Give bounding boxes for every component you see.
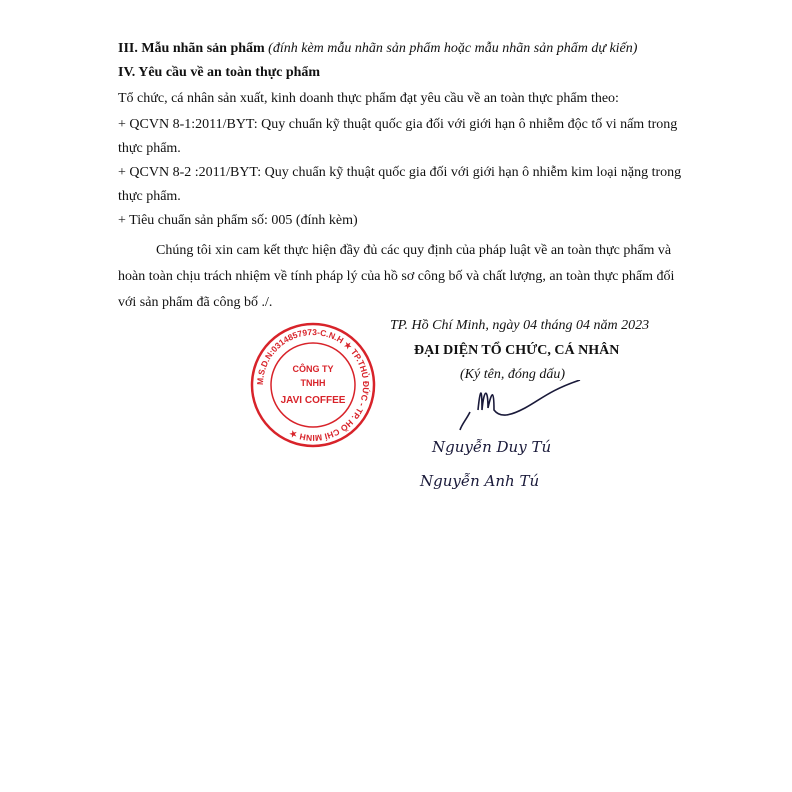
- section3-note: (đính kèm mẫu nhãn sản phẩm hoặc mẫu nhãn sản phẩm dự kiến): [268, 41, 638, 56]
- handwritten-name: Nguyễn Duy Tú: [432, 438, 552, 456]
- commitment-line2: hoàn toàn chịu trách nhiệm về tính pháp lý của hồ sơ công bố và chất lượng, an toàn thực phẩm đối: [118, 269, 675, 284]
- section3-heading: [118, 40, 637, 58]
- section4-title: IV. Yêu cầu về an toàn thực phẩm: [118, 65, 321, 80]
- sign-instruction: (Ký tên, đóng dấu): [460, 367, 565, 382]
- item-3-line1: + Tiêu chuẩn sản phẩm số: 005 (đính kèm): [118, 213, 358, 228]
- date-place: TP. Hồ Chí Minh, ngày 04 tháng 04 năm 2023: [390, 318, 650, 333]
- item-2-line2: thực phẩm.: [118, 189, 181, 204]
- section4-intro: Tổ chức, cá nhân sản xuất, kinh doanh thực phẩm đạt yêu cầu về an toàn thực phẩm theo:: [118, 91, 619, 106]
- section3-title: III. Mẫu nhãn sản phẩm: [118, 41, 265, 56]
- item-1-line2: thực phẩm.: [118, 141, 181, 156]
- commitment-line3: với sản phẩm đã công bố ./.: [118, 295, 273, 310]
- item-2-line1: + QCVN 8-2 :2011/BYT: Quy chuẩn kỹ thuật quốc gia đối với giới hạn ô nhiễm kim loại nặng trong: [118, 165, 682, 180]
- item-1-line1: + QCVN 8-1:2011/BYT: Quy chuẩn kỹ thuật quốc gia đối với giới hạn ô nhiễm độc tố vi nấm trong: [118, 117, 678, 132]
- company-stamp: [248, 320, 378, 450]
- stamp-ring-text: M.S.D.N:0314857973-C.N.H ★ TP.THỦ ĐỨC - TP. HỒ CHÍ MINH ★: [254, 326, 372, 444]
- handwritten-name-2: Nguyễn Anh Tú: [420, 472, 540, 490]
- stamp-line3: JAVI COFFEE: [280, 395, 346, 406]
- handwritten-signature: [400, 380, 600, 510]
- stamp-line1: CÔNG TY: [292, 364, 334, 374]
- commitment-line1: Chúng tôi xin cam kết thực hiện đầy đủ các quy định của pháp luật về an toàn thực phẩm và: [156, 243, 672, 258]
- signatory-title: ĐẠI DIỆN TỔ CHỨC, CÁ NHÂN: [414, 343, 620, 358]
- stamp-line2: TNHH: [300, 378, 326, 388]
